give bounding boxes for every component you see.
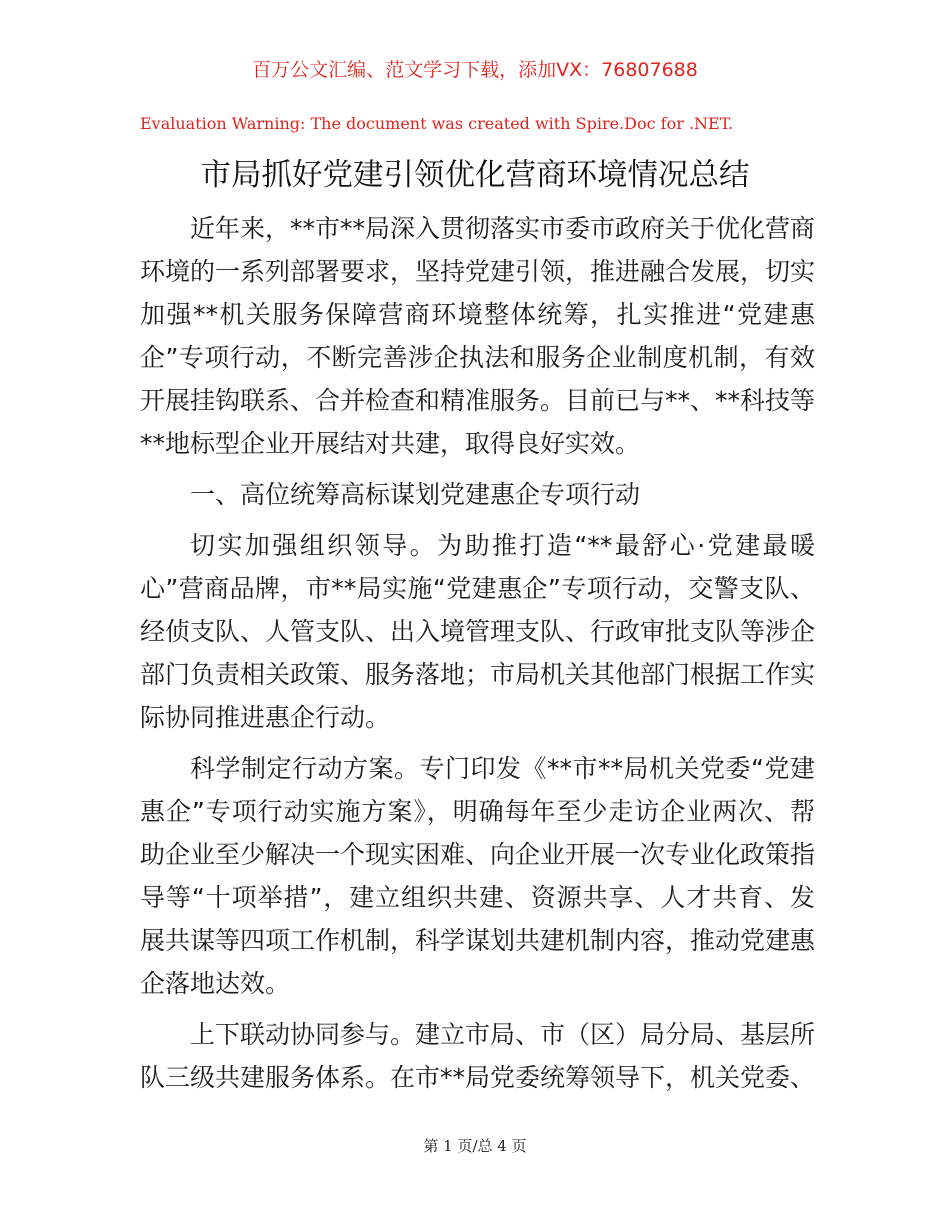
promo-banner: 百万公文汇编、范文学习下载，添加VX：76807688 [252,59,698,81]
paragraph-action-plan: 科学制定行动方案。专门印发《**市**局机关党委“党建惠企”专项行动实施方案》，明确每年至少走访企业两次、帮助企业至少解决一个现实困难、向企业开展一次专业化政策指导等“十项举措”，建立组织共建、资源共享、人才共育、发展共谋等四项工作机制，科学谋划共建机制内容，推动党建惠企落地达效。 [140,754,816,998]
section-heading-1: 一、高位统筹高标谋划党建惠企专项行动 [190,480,641,509]
paragraph-coordination: 上下联动协同参与。建立市局、市（区）局分局、基层所队三级共建服务体系。在市**局党委统筹领导下，机关党委、 [140,1020,816,1092]
page-footer: 第 1 页/总 4 页 [423,1137,527,1155]
paragraph-organization: 切实加强组织领导。为助推打造“**最舒心·党建最暖心”营商品牌，市**局实施“党建惠企”专项行动，交警支队、经侦支队、人管支队、出入境管理支队、行政审批支队等涉企部门负责相关政策、服务落地；市局机关其他部门根据工作实际协同推进惠企行动。 [140,531,816,732]
evaluation-warning: Evaluation Warning: The document was created with Spire.Doc for .NET. [140,114,734,133]
document-title: 市局抓好党建引领优化营商环境情况总结 [200,158,750,193]
paragraph-intro: 近年来，**市**局深入贯彻落实市委市政府关于优化营商环境的一系列部署要求，坚持党建引领，推进融合发展，切实加强**机关服务保障营商环境整体统筹，扎实推进“党建惠企”专项行动，不断完善涉企执法和服务企业制度机制，有效开展挂钩联系、合并检查和精准服务。目前已与**、**科技等**地标型企业开展结对共建，取得良好实效。 [140,214,816,458]
document-body [140,207,815,1099]
